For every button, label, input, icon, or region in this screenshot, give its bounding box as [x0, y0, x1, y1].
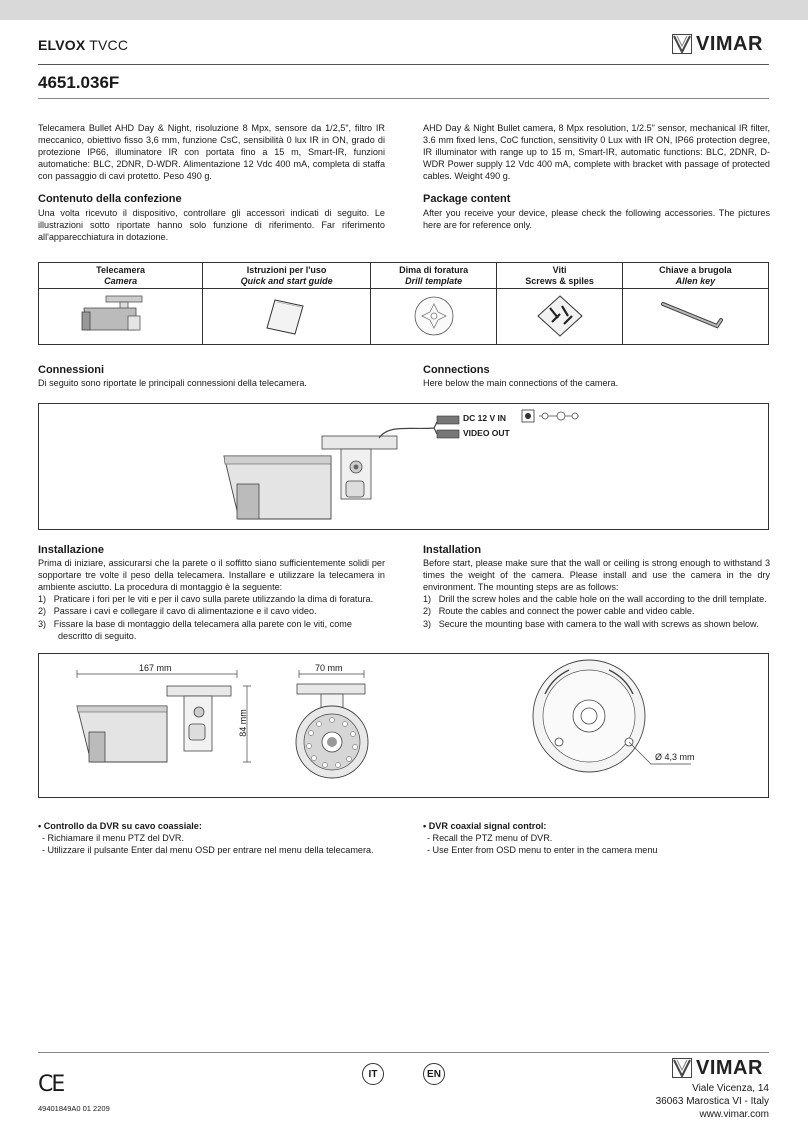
- company-address: [656, 1082, 769, 1121]
- template-image: [371, 289, 497, 345]
- document-code: 49401849A0 01 2209: [38, 1104, 110, 1113]
- intro-en: [423, 122, 770, 242]
- package-it-text: Una volta ricevuto il dispositivo, controllare gli accessori indicati di seguito. Le illustrazioni sotto riportate hanno solo funzione di riferimento. Far riferimento all'apparecchiatura in dotazione.: [38, 207, 385, 242]
- guide-icon: [257, 294, 317, 338]
- width-dimension: 70 mm: [315, 663, 343, 673]
- hole-diameter-dimension: Ø 4,3 mm: [655, 752, 695, 762]
- model-divider: [38, 98, 769, 99]
- vimar-logo-icon: [672, 1058, 692, 1078]
- model-number: 4651.036F: [38, 73, 120, 92]
- list-item: 2) Passare i cavi e collegare il cavo di alimentazione e il cavo video.: [38, 606, 317, 617]
- vimar-logo: VIMAR: [672, 32, 763, 56]
- ce-mark: CE: [38, 1072, 64, 1097]
- language-it-badge: IT: [362, 1063, 384, 1085]
- address-city: 36063 Marostica VI - Italy: [655, 1096, 769, 1107]
- installation-en-steps: [423, 593, 770, 629]
- connections-en-title: Connections: [423, 364, 490, 376]
- camera-dimensions-drawing: [39, 654, 768, 797]
- table-header-template: Dima di foratura Drill template: [371, 263, 497, 289]
- intro-en-text: AHD Day & Night Bullet camera, 8 Mpx resolution, 1/2.5" sensor, mechanical IR filter, 3.6 mm fixed lens, CoC function, sensitivity 0 Lux with IR ON, IP66 protection degree, IR illuminator with range up to 15 m, Smart-IR, automatic functions: BLC, 2DNR, D-WDR Power supply 12 Vdc 400 mA, complete with bracket with passage of protected cables. Weight 490 g.: [423, 123, 770, 182]
- dvr-it-title: • Controllo da DVR su cavo coassiale:: [38, 821, 202, 831]
- allen-key-image: [622, 289, 768, 345]
- address-street: Viale Vicenza, 14: [692, 1083, 769, 1094]
- dvr-en-title: • DVR coaxial signal control:: [423, 821, 547, 831]
- package-table: [38, 262, 769, 345]
- table-header-guide: Istruzioni per l'uso Quick and start guide: [203, 263, 371, 289]
- language-en-badge: EN: [423, 1063, 445, 1085]
- list-item: - Richiamare il menu PTZ del DVR.: [42, 833, 185, 843]
- connections-en: [423, 364, 770, 400]
- height-dimension: 84 mm: [237, 709, 248, 737]
- guide-image: [203, 289, 371, 345]
- intro-it-text: Telecamera Bullet AHD Day & Night, risoluzione 8 Mpx, sensore da 1/2,5", filtro IR meccanico, obiettivo fisso 3,6 mm, funzione CsC, sensibilità 0 lux IR in ON, grado di protezione IP66, illuminatore IR con portata fino a 15 m, Smart-IR, funzioni automatiche: BLC, 2DNR, D-WDR. Alimentazione 12 Vdc 400 mA, completa di staffa con passaggio di cavi protetto. Peso 490 g.: [38, 123, 385, 182]
- power-input-label: DC 12 V IN: [463, 413, 506, 423]
- installation-it-text: Prima di iniziare, assicurarsi che la parete o il soffitto siano sufficientemente solidi per sopportare tre volte il peso della telecamera. Installare e utilizzare la telecamera in ambiente asciutto. La procedura di montaggio è la seguente:: [38, 558, 385, 593]
- screws-icon: [534, 294, 586, 338]
- footer-divider: [38, 1052, 769, 1053]
- installation-it-steps: [38, 593, 385, 641]
- list-item: 1) Drill the screw holes and the cable hole on the wall according to the drill template.: [423, 594, 767, 605]
- table-header-allen-key: Chiave a brugola Allen key: [622, 263, 768, 289]
- dvr-control-it: [38, 820, 388, 856]
- package-en-text: After you receive your device, please check the following accessories. The pictures here are for reference only.: [423, 207, 770, 230]
- installation-en-text: Before start, please make sure that the wall or ceiling is strong enough to withstand 3 times the weight of the camera. Please install and use the camera in the dry environment. The mounting steps are as follows:: [423, 558, 770, 593]
- camera-icon: [76, 294, 166, 338]
- installation-en: [423, 544, 770, 630]
- list-item: - Recall the PTZ menu of DVR.: [427, 833, 553, 843]
- connections-it: [38, 364, 385, 400]
- length-dimension: 167 mm: [139, 663, 172, 673]
- intro-it: [38, 122, 385, 254]
- dimensions-diagram: [38, 653, 769, 798]
- list-item: 3) Secure the mounting base with camera to the wall with screws as shown below.: [423, 618, 759, 629]
- brand-title: ELVOX TVCC: [38, 37, 129, 53]
- table-header-screws: Viti Screws & spiles: [497, 263, 622, 289]
- installation-en-title: Installation: [423, 544, 482, 556]
- camera-image: [39, 289, 203, 345]
- installation-it-title: Installazione: [38, 544, 105, 556]
- connections-it-title: Connessioni: [38, 364, 105, 376]
- list-item: 1) Praticare i fori per le viti e per il cavo sulla parete utilizzando la dima di foratura.: [38, 594, 374, 605]
- vimar-logo-icon: [672, 34, 692, 54]
- header-divider: [38, 64, 769, 65]
- connections-diagram: [38, 403, 769, 530]
- list-item: 2) Route the cables and connect the power cable and video cable.: [423, 606, 695, 617]
- list-item: - Use Enter from OSD menu to enter in the camera menu: [427, 845, 658, 855]
- video-output-label: VIDEO OUT: [463, 428, 510, 438]
- camera-connections-drawing: [39, 404, 768, 529]
- footer-vimar-logo: VIMAR: [672, 1056, 763, 1080]
- list-item: 3) Fissare la base di montaggio della telecamera alla parete con le viti, come descritto di seguito.: [38, 618, 352, 641]
- connections-en-text: Here below the main connections of the camera.: [423, 378, 619, 389]
- package-it-title: Contenuto della confezione: [38, 193, 182, 206]
- website-link[interactable]: www.vimar.com: [699, 1109, 769, 1120]
- drill-template-icon: [412, 294, 456, 338]
- allen-key-icon: [655, 294, 735, 338]
- table-header-camera: Telecamera Camera: [39, 263, 203, 289]
- connections-it-text: Di seguito sono riportate le principali connessioni della telecamera.: [38, 378, 307, 389]
- installation-it: [38, 544, 385, 642]
- list-item: - Utilizzare il pulsante Enter dal menu OSD per entrare nel menu della telecamera.: [42, 845, 374, 855]
- top-bar: [0, 0, 808, 20]
- screws-image: [497, 289, 622, 345]
- package-en-title: Package content: [423, 193, 511, 206]
- dvr-control-en: [423, 820, 773, 856]
